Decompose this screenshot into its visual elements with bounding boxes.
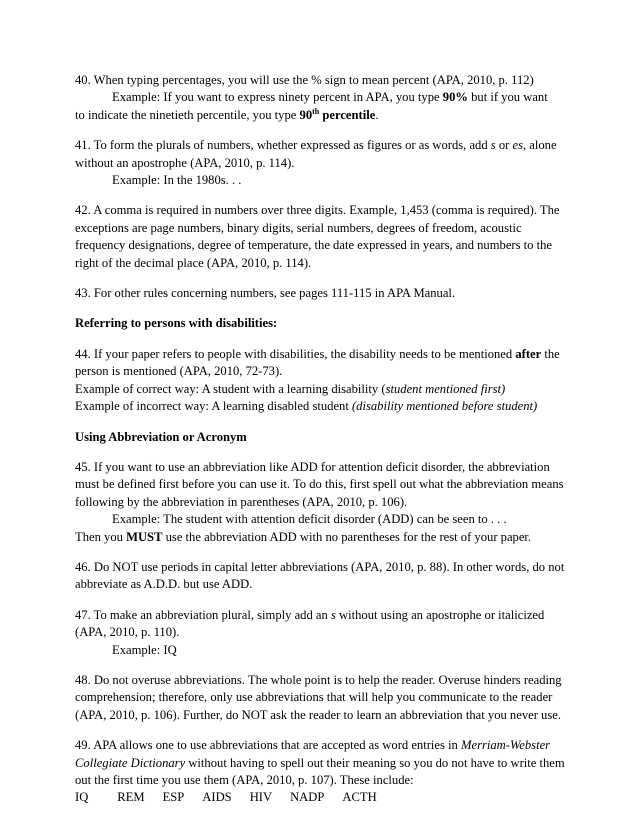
rule-43: 43. For other rules concerning numbers, see pages 111-115 in APA Manual. bbox=[75, 286, 456, 301]
abbreviation-item: REM bbox=[117, 790, 145, 805]
rule-49-tail: without having to spell out their meaning so you do not have to write them out the first time you use them (APA, 2010, p. 107). These include: bbox=[75, 755, 565, 787]
period: . bbox=[375, 107, 379, 122]
rule-40-example bbox=[75, 89, 570, 106]
rule-47 bbox=[75, 607, 570, 659]
or-text: or bbox=[495, 138, 513, 153]
rule-47-example: Example: IQ bbox=[112, 642, 177, 657]
abbreviation-item: NADP bbox=[290, 790, 325, 805]
rule-40-continuation bbox=[75, 107, 570, 124]
then-text: Then you bbox=[75, 529, 127, 544]
heading-abbreviation: Using Abbreviation or Acronym bbox=[75, 429, 247, 444]
abbreviation-list bbox=[75, 789, 570, 806]
must-bold: MUST bbox=[126, 529, 163, 544]
continuation-text: to indicate the ninetieth percentile, you type bbox=[75, 107, 300, 122]
rule-40-text: 40. When typing percentages, you will use the % sign to mean percent (APA, 2010, p. 112) bbox=[75, 73, 534, 87]
incorrect-example-note: (disability mentioned before student) bbox=[351, 399, 538, 414]
incorrect-example-text: Example of incorrect way: A learning disabled student bbox=[75, 399, 352, 414]
percentile-bold: percentile bbox=[319, 107, 376, 122]
abbreviation-item: IQ bbox=[75, 790, 89, 805]
dictionary-title: Merriam-Webster Collegiate Dictionary bbox=[75, 738, 551, 770]
italic-s: s bbox=[490, 138, 496, 153]
italic-es: es bbox=[512, 138, 523, 153]
rule-49-text bbox=[75, 737, 570, 789]
correct-example-note: student mentioned first) bbox=[385, 381, 506, 396]
rule-45 bbox=[75, 459, 570, 546]
rule-47-lead: 47. To make an abbreviation plural, simply add an bbox=[75, 607, 331, 622]
rule-40 bbox=[75, 72, 570, 124]
rule-47-text bbox=[75, 607, 570, 642]
abbreviation-item: ESP bbox=[162, 790, 185, 805]
correct-example bbox=[75, 381, 570, 398]
rule-47-tail: without using an apostrophe or italicized (APA, 2010, p. 110). bbox=[75, 607, 545, 640]
then-tail: use the abbreviation ADD with no parentheses for the rest of your paper. bbox=[162, 529, 532, 544]
rule-42: 42. A comma is required in numbers over three digits. Example, 1,453 (comma is required). The exceptions are page numbers, binary digits, serial numbers, degrees of freedom, acoustic frequency designations, degree of temperature, the date expressed in years, and numbers to the right of the decimal place (APA, 2010, p. 114). bbox=[75, 203, 560, 270]
rule-49 bbox=[75, 737, 570, 807]
ordinal-superscript: th bbox=[312, 106, 320, 116]
incorrect-example bbox=[75, 398, 570, 415]
rule-44-tail: the person is mentioned (APA, 2010, 72-73). bbox=[75, 346, 560, 379]
rule-48: 48. Do not overuse abbreviations. The whole point is to help the reader. Overuse hinders reading comprehension; therefore, only use abbreviations that will help you communicate to the reader (APA, 2010, p. 106). Further, do NOT ask the reader to learn an abbreviation that you never use. bbox=[75, 672, 562, 722]
document-page bbox=[75, 72, 570, 807]
abbreviation-item: HIV bbox=[249, 790, 273, 805]
example-bold: 90% bbox=[442, 90, 468, 105]
correct-example-text: Example of correct way: A student with a learning disability ( bbox=[75, 381, 386, 396]
example-text-end: but if you want bbox=[467, 90, 548, 105]
rule-41 bbox=[75, 137, 570, 189]
rule-46: 46. Do NOT use periods in capital letter abbreviations (APA, 2010, p. 88). In other words, do not abbreviate as A.D.D. but use ADD. bbox=[75, 559, 565, 592]
abbreviation-item: AIDS bbox=[202, 790, 232, 805]
italic-s: s bbox=[330, 607, 336, 622]
rule-44-lead: 44. If your paper refers to people with disabilities, the disability needs to be mentioned bbox=[75, 346, 516, 361]
rule-45-example: Example: The student with attention deficit disorder (ADD) can be seen to . . . bbox=[112, 512, 507, 527]
rule-41-text bbox=[75, 137, 570, 172]
example-text: Example: If you want to express ninety percent in APA, you type bbox=[112, 90, 443, 105]
rule-45-text: 45. If you want to use an abbreviation like ADD for attention deficit disorder, the abbreviation must be defined first before you can use it. To do this, first spell out what the abbreviation means following by the abbreviation in parentheses (APA, 2010, p. 106). bbox=[75, 459, 564, 509]
ninety-bold: 90 bbox=[299, 107, 313, 122]
rule-44 bbox=[75, 346, 570, 416]
rule-41-example: Example: In the 1980s. . . bbox=[112, 173, 242, 188]
heading-disabilities: Referring to persons with disabilities: bbox=[75, 316, 278, 331]
rule-45-then bbox=[75, 529, 570, 546]
rule-44-text bbox=[75, 346, 570, 381]
abbreviation-item: ACTH bbox=[342, 790, 377, 805]
rule-41-tail: , alone without an apostrophe (APA, 2010, p. 114). bbox=[75, 138, 557, 170]
rule-41-lead: 41. To form the plurals of numbers, whether expressed as figures or as words, add bbox=[75, 138, 491, 153]
rule-49-lead: 49. APA allows one to use abbreviations that are accepted as word entries in bbox=[75, 738, 461, 753]
after-bold: after bbox=[515, 346, 542, 361]
